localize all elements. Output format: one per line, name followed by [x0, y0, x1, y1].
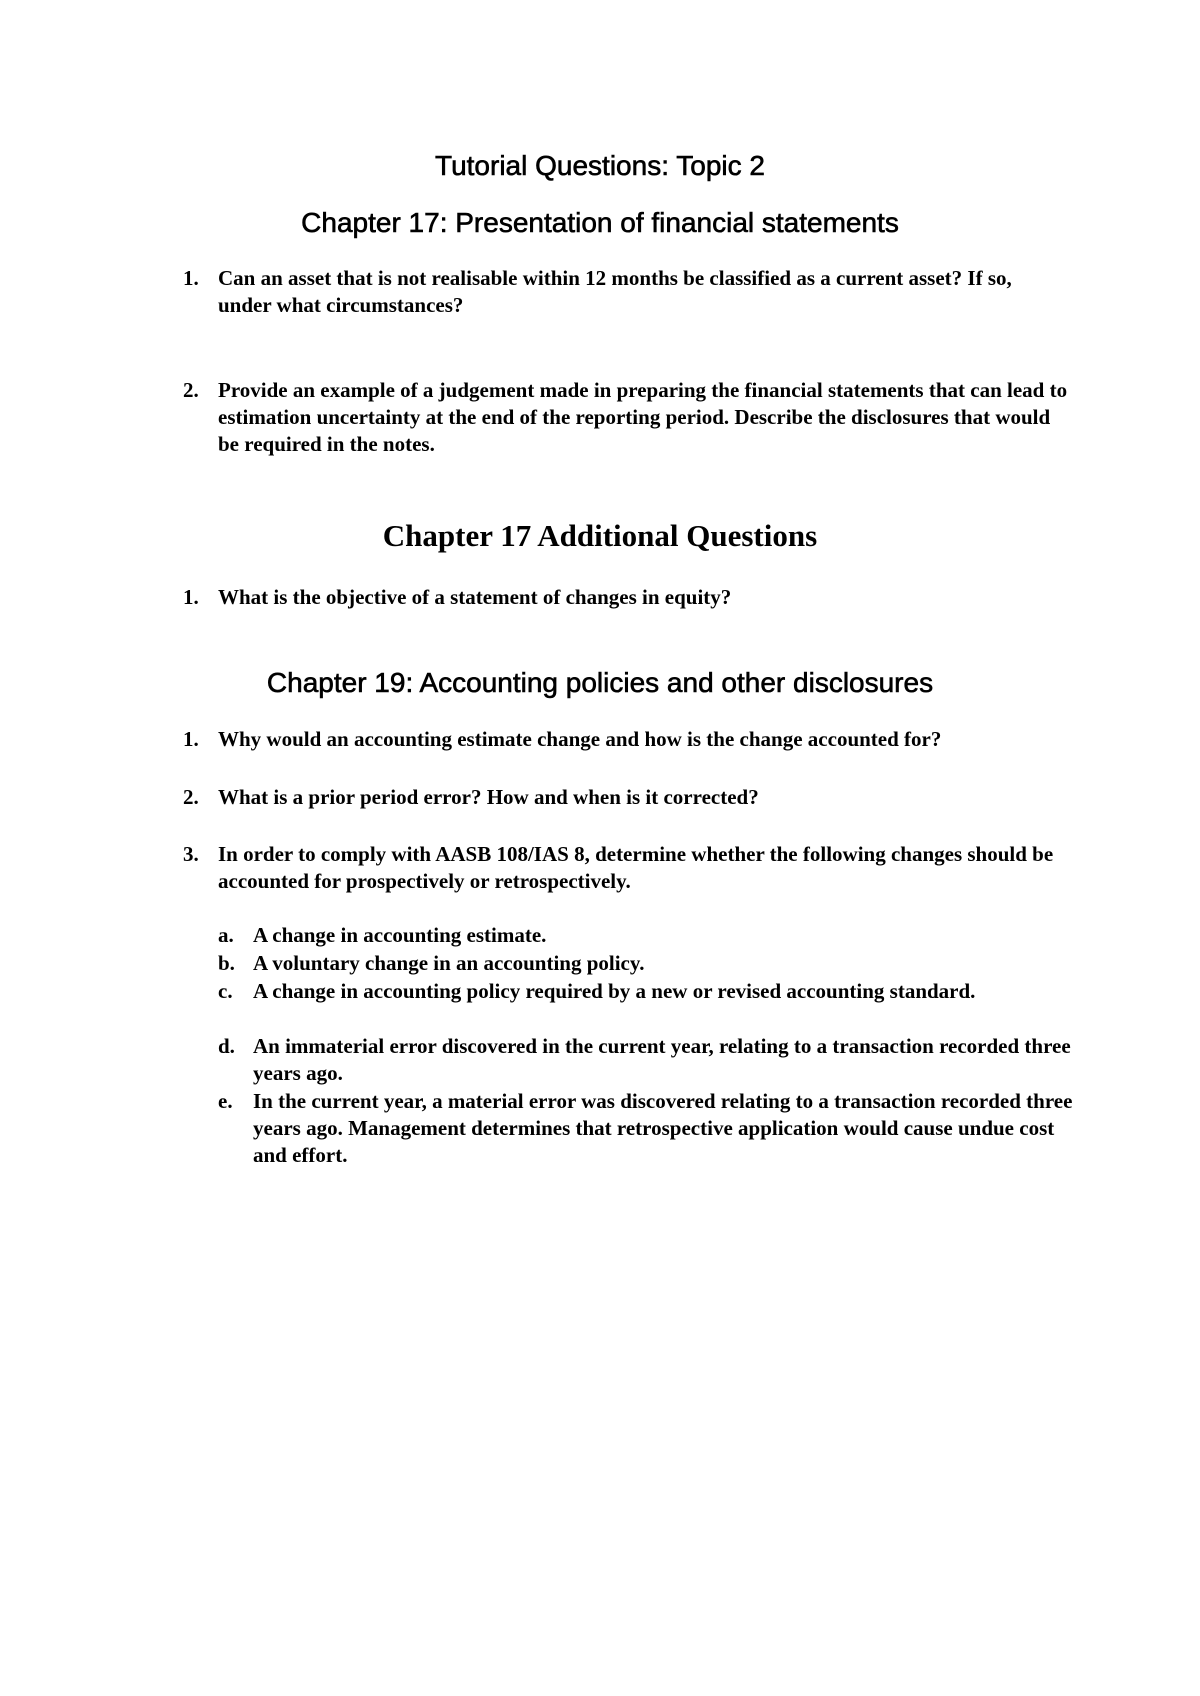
sub-item-text: An immaterial error discovered in the current year, relating to a transaction recorded three years ago. — [253, 1034, 1071, 1085]
chapter-17-heading: Chapter 17: Presentation of financial statements — [301, 207, 899, 238]
question-text: Provide an example of a judgement made in preparing the financial statements that can lead to estimation uncertainty at the end of the reporting period. Describe the disclosures that would be required in the notes. — [218, 378, 1068, 456]
question-number: 1. — [183, 266, 199, 290]
question-text: In order to comply with AASB 108/IAS 8, determine whether the following changes should be accounted for prospectively or retrospectively. — [218, 842, 1054, 893]
question-text: Why would an accounting estimate change and how is the change accounted for? — [218, 727, 942, 751]
chapter-17-additional-heading: Chapter 17 Additional Questions — [382, 518, 818, 553]
sub-item-letter: c. — [218, 979, 233, 1003]
sub-item-letter: e. — [218, 1089, 233, 1113]
question-number: 1. — [183, 585, 199, 609]
sub-item-letter: d. — [218, 1034, 235, 1058]
page-title: Tutorial Questions: Topic 2 — [435, 150, 765, 181]
question-number: 2. — [183, 785, 199, 809]
sub-item-text: A change in accounting policy required by a new or revised accounting standard. — [253, 979, 976, 1003]
sub-item-text: A voluntary change in an accounting policy. — [253, 951, 645, 975]
question-number: 2. — [183, 378, 199, 402]
sub-item-letter: a. — [218, 923, 234, 947]
question-text: What is the objective of a statement of changes in equity? — [218, 585, 732, 609]
sub-item-letter: b. — [218, 951, 235, 975]
chapter-19-heading: Chapter 19: Accounting policies and other disclosures — [266, 667, 934, 698]
question-number: 3. — [183, 842, 199, 866]
sub-item-text: In the current year, a material error was discovered relating to a transaction recorded three years ago. Management determines that retrospective application would cause undue cost and effort. — [253, 1089, 1073, 1167]
question-number: 1. — [183, 727, 199, 751]
sub-item-text: A change in accounting estimate. — [253, 923, 547, 947]
question-text: What is a prior period error? How and when is it corrected? — [218, 785, 759, 809]
question-text: Can an asset that is not realisable within 12 months be classified as a current asset? If so, under what circumstances? — [218, 266, 1012, 317]
